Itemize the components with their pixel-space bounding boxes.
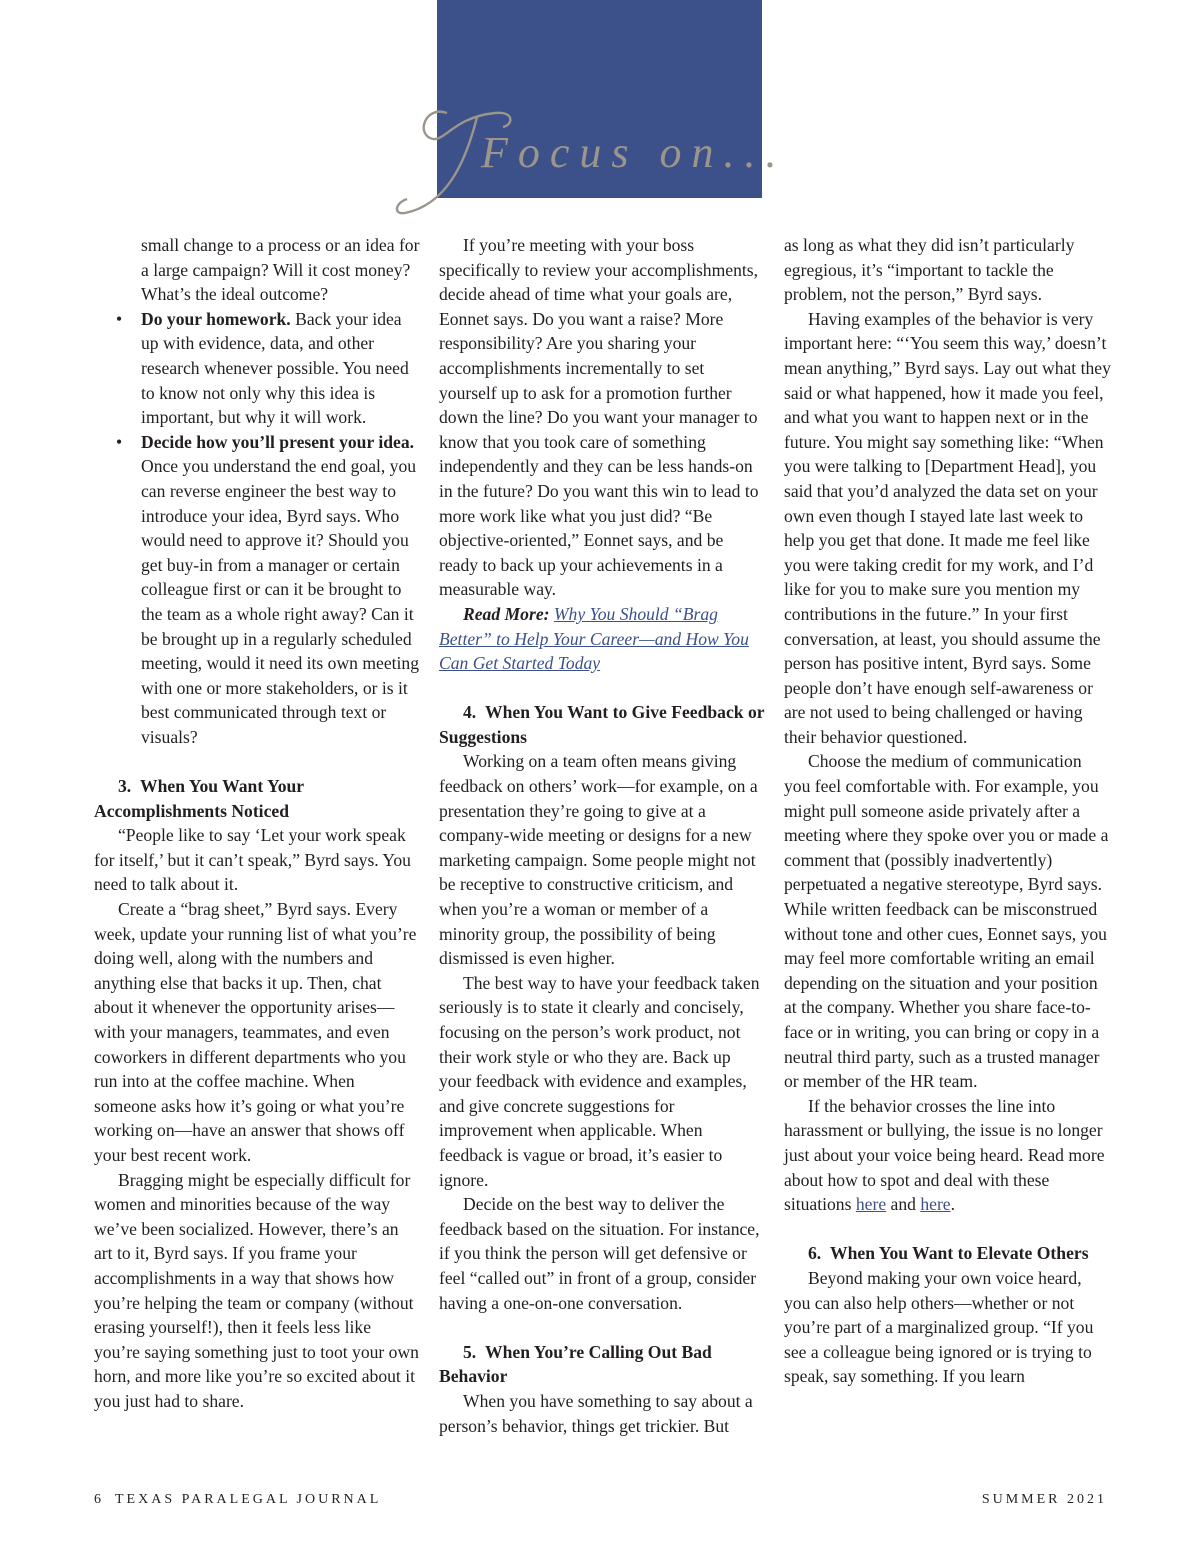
page-number: 6 <box>94 1492 101 1507</box>
read-more <box>439 602 765 676</box>
section-number: 4. <box>463 702 477 723</box>
section-heading <box>784 1241 1112 1266</box>
paragraph: Create a “brag sheet,” Byrd says. Every week, update your running list of what you’re doing well, along with the numbers and anything else that backs it up. Then, chat about it whenever the opportunity arises—with your managers, teammates, and even coworkers in different departments who you run into at the coffee machine. When someone asks how it’s going or what you’re working on—have an answer that shows off your best recent work. <box>94 899 417 1165</box>
publication-name: TEXAS PARALEGAL JOURNAL <box>115 1492 382 1507</box>
section-title: When You Want to Elevate Others <box>830 1243 1089 1264</box>
footer-left <box>94 1492 381 1508</box>
paragraph-text: If the behavior crosses the line into harassment or bullying, the issue is no longer just about your voice being heard. Read more about how to spot and deal with these situations <box>784 1095 1105 1215</box>
bullet-item <box>94 307 420 430</box>
bullet-icon: • <box>116 308 123 329</box>
section-title: When You’re Calling Out Bad Behavior <box>439 1341 712 1387</box>
bullet-text: Once you understand the end goal, you can reverse engineer the best way to introduce your idea, Byrd says. Who would need to approve it? Should you get buy-in from a manager or certain colleague first or can it be brought to the team as a whole right away? Can it be brought up in a regularly scheduled meeting, would it need its own meeting with one or more stakeholders, or is it best communicated through text or visuals? <box>141 456 420 747</box>
bullet-item <box>94 430 420 750</box>
read-more-link[interactable]: Why You Should “Brag Better” to Help Your Career—and How You Can Get Started Today <box>439 603 749 674</box>
paragraph: When you have something to say about a person’s behavior, things get trickier. But <box>439 1390 753 1436</box>
read-more-label: Read More: <box>463 603 550 624</box>
section-heading <box>439 700 765 749</box>
paragraph: “People like to say ‘Let your work speak for itself,’ but it can’t speak,” Byrd says. You need to talk about it. <box>94 825 411 895</box>
section-heading <box>94 774 420 823</box>
footer-issue: SUMMER 2021 <box>981 1492 1107 1507</box>
paragraph: Choose the medium of communication you feel comfortable with. For example, you might pull someone aside privately after a meeting where they spoke over you or made a comment that (possibly inadvertently) perpetuated a negative stereotype, Byrd says. While written feedback can be misconstrued without tone and other cues, Eonnet says, you may feel more comfortable writing an email depending on the situation and your position at the company. Whether you share face-to-face or in writing, you can bring or copy in a neutral third party, such as a trusted manager or member of the HR team. <box>784 751 1109 1092</box>
column-3 <box>784 233 1112 1389</box>
here-link-2[interactable]: here <box>920 1194 951 1215</box>
column-2 <box>439 233 765 1438</box>
bullet-lead: Do your homework. <box>141 308 291 329</box>
paragraph-text: and <box>886 1194 921 1215</box>
section-heading <box>439 1340 765 1389</box>
section-number: 3. <box>118 776 132 797</box>
section-title: When You Want to Give Feedback or Suggestions <box>439 702 765 747</box>
paragraph: The best way to have your feedback taken seriously is to state it clearly and concisely, focusing on the person’s work product, not their work style or who they are. Back up your feedback with evidence and examples, and give concrete suggestions for improvement when applicable. When feedback is vague or broad, it’s easier to ignore. <box>439 972 760 1190</box>
paragraph: Decide on the best way to deliver the feedback based on the situation. For instance, if you think the person will get defensive or feel “called out” in front of a group, consider having a one-on-one conversation. <box>439 1194 760 1313</box>
section-number: 5. <box>463 1341 477 1362</box>
paragraph: Working on a team often means giving feedback on others’ work—for example, on a presentation they’re going to give at a company-wide meeting or designs for a new marketing campaign. Some people might not be receptive to constructive criticism, and when you’re a woman or member of a minority group, the possibility of being dismissed is even higher. <box>439 751 758 969</box>
bullet-text: Back your idea up with evidence, data, and other research whenever possible. You need to know not only why this idea is important, but why it will work. <box>141 308 409 428</box>
paragraph: Bragging might be especially difficult for women and minorities because of the way we’ve been socialized. However, there’s an art to it, Byrd says. If you frame your accomplishments in a way that shows how you’re helping the team or company (without erasing yourself!), then it feels less like you’re saying something just to toot your own horn, and more like you’re so excited about it you just had to share. <box>94 1169 419 1411</box>
paragraph: small change to a process or an idea for a large campaign? Will it cost money? What’s the ideal outcome? <box>141 235 420 305</box>
bullet-icon: • <box>116 431 123 452</box>
bullet-lead: Decide how you’ll present your idea. <box>141 431 415 452</box>
paragraph: Beyond making your own voice heard, you can also help others—whether or not you’re part of a marginalized group. “If you see a colleague being ignored or is trying to speak, say something. If you learn <box>784 1267 1094 1387</box>
focus-on-title <box>385 95 805 225</box>
focus-on-text: Focus on... <box>481 128 787 177</box>
paragraph <box>784 1094 1112 1217</box>
paragraph: as long as what they did isn’t particularly egregious, it’s “important to tackle the problem, not the person,” Byrd says. <box>784 235 1075 305</box>
paragraph: If you’re meeting with your boss specifically to review your accomplishments, decide ahead of time what your goals are, Eonnet says. Do you want a raise? More responsibility? Are you sharing your accomplishments incrementally to set yourself up to ask for a promotion further down the line? Do you want your manager to know that you took care of something independently and they can be less hands-on in the future? Do you want this win to lead to more work like what you just did? “Be objective-oriented,” Eonnet says, and be ready to back up your achievements in a measurable way. <box>439 235 759 600</box>
column-1 <box>94 233 420 1414</box>
here-link-1[interactable]: here <box>855 1194 887 1215</box>
paragraph-text: . <box>950 1194 956 1215</box>
section-number: 6. <box>808 1243 822 1264</box>
section-title: When You Want Your Accomplishments Noticed <box>94 776 304 821</box>
paragraph: Having examples of the behavior is very important here: “‘You seem this way,’ doesn’t mean anything,” Byrd says. Lay out what they said or what happened, how it made you feel, and what you want to happen next or in the future. You might say something like: “When you were talking to [Department Head], you said that you’d analyzed the data set on your own even though I stayed late last week to help you get that done. It made me feel like you were taking credit for my work, and I’d like for you to make sure you mention my contributions in the future.” In your first conversation, at least, you should assume the person has positive intent, Byrd says. Some people don’t have enough self-awareness or are not used to being challenged or having their behavior questioned. <box>784 308 1111 747</box>
